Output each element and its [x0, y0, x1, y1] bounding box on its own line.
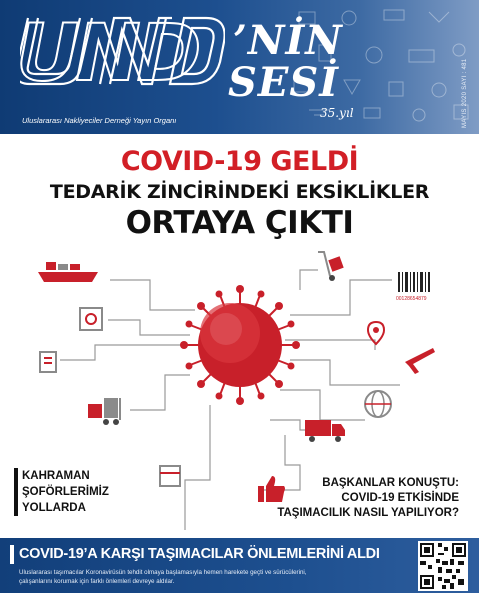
barcode-icon — [396, 272, 430, 302]
location-pin-icon — [368, 322, 384, 344]
banner-description — [19, 568, 399, 586]
story-drivers-line3: YOLLARDA — [22, 502, 86, 514]
story-drivers-line2: ŞOFÖRLERİMİZ — [22, 486, 109, 498]
headline-subtitle: TEDARİK ZİNCİRİNDEKİ EKSİKLİKLER — [49, 181, 430, 203]
story-presidents[interactable] — [277, 476, 459, 521]
document-icon — [40, 352, 56, 372]
headline-main: ORTAYA ÇIKTI — [125, 205, 354, 241]
qr-code[interactable] — [418, 541, 468, 591]
story-presidents-line2: COVID-19 ETKİSİNDE — [341, 492, 459, 504]
ship-icon — [38, 262, 98, 282]
headline-covid: COVID-19 GELDİ — [120, 146, 359, 177]
hand-truck-icon — [318, 252, 344, 281]
issue-info: MAYIS 2020 SAYI : 481 — [462, 58, 468, 128]
bottom-banner[interactable] — [0, 538, 479, 593]
masthead — [0, 0, 479, 134]
banner-description-line1: Uluslararası taşımacılar Koronavirüsün tehdit olmaya başlamasıyla hemen harekete geçti ve sürücülerini, — [19, 569, 307, 576]
magazine-title-bottom: SESİ — [228, 59, 339, 106]
story-drivers[interactable] — [14, 468, 109, 516]
und-logo-stripes — [20, 8, 225, 92]
barcode-number: 00128654879 — [396, 296, 427, 302]
truck-icon — [305, 420, 345, 442]
tagline: Uluslararası Nakliyeciler Derneği Yayın Organı — [22, 116, 177, 125]
coronavirus — [180, 285, 300, 405]
globe-icon — [365, 391, 391, 417]
story-drivers-line1: KAHRAMAN — [22, 470, 90, 482]
story-presidents-line3: TAŞIMACILIK NASIL YAPILIYOR? — [277, 507, 459, 519]
magazine-title-top: ’NİN — [233, 17, 343, 64]
box-icon — [160, 466, 180, 486]
anniversary-label: 35.yıl — [320, 106, 354, 120]
forklift-icon — [88, 398, 120, 425]
banner-accent-bar — [10, 545, 14, 564]
story-presidents-line1: BAŞKANLAR KONUŞTU: — [322, 477, 459, 489]
und-logo-text: UND — [16, 9, 198, 99]
banner-title: COVID-19’A KARŞI TAŞIMACILAR ÖNLEMLERİNİ ALDI — [19, 546, 380, 562]
banner-description-line2: çalışanlarını korumak için farklı önlemleri devreye aldılar. — [19, 578, 175, 585]
safe-icon — [80, 308, 102, 330]
airplane-icon — [405, 348, 435, 374]
story-accent-bar — [14, 468, 18, 516]
